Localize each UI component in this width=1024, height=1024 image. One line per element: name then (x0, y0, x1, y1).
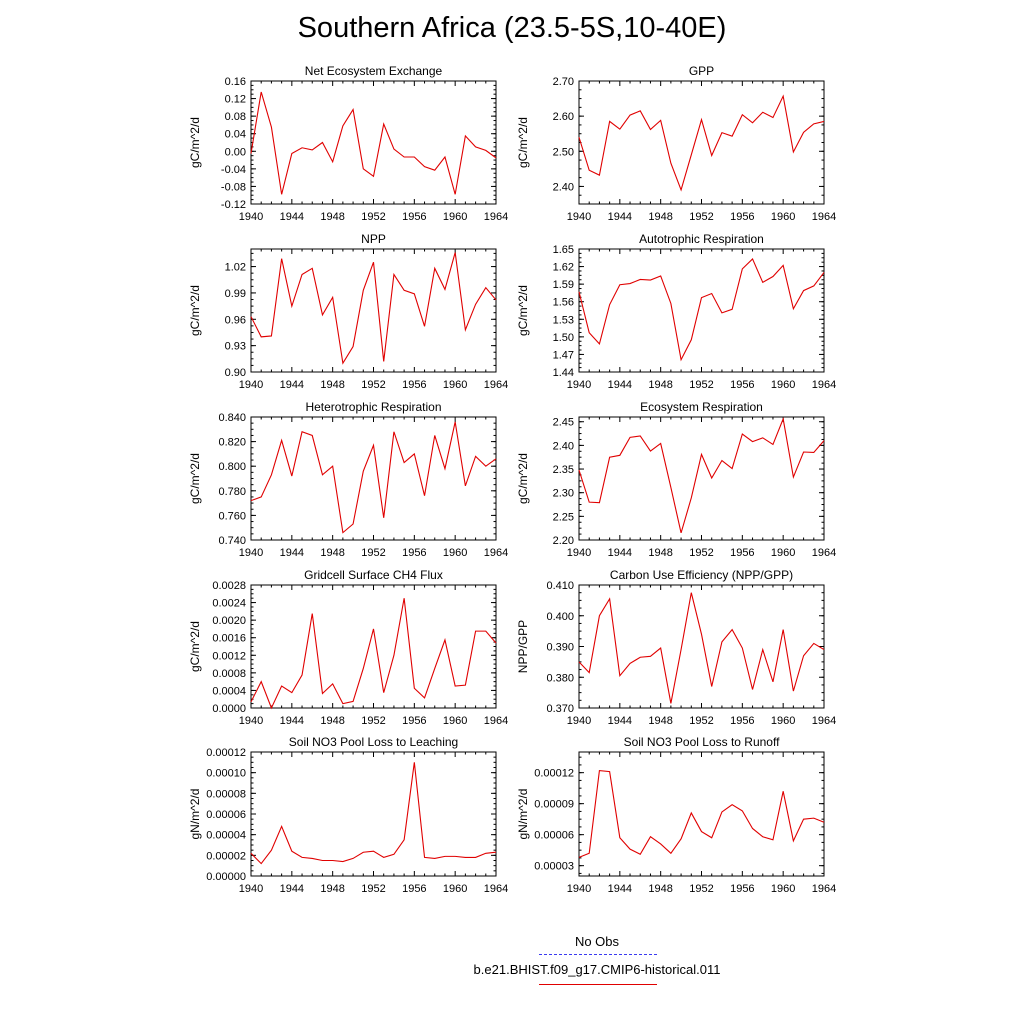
y-tick-label: 1.62 (552, 261, 574, 274)
y-tick-label: -0.12 (220, 199, 246, 211)
series-line (579, 419, 824, 533)
x-tick-label: 1944 (279, 211, 305, 223)
x-tick-label: 1944 (279, 883, 305, 895)
series-line (251, 92, 496, 194)
legend-label-no-obs: No Obs (574, 934, 620, 949)
y-tick-label: 1.47 (552, 349, 574, 362)
x-tick-label: 1960 (770, 379, 796, 391)
panel-title: Autotrophic Respiration (639, 232, 764, 246)
x-tick-label: 1964 (811, 211, 837, 223)
x-tick-label: 1944 (279, 379, 305, 391)
y-tick-label: 2.60 (552, 111, 574, 124)
panel-3 (188, 232, 508, 391)
x-tick-label: 1948 (320, 547, 345, 559)
x-tick-label: 1940 (238, 715, 264, 727)
panel-4 (516, 232, 836, 391)
y-tick-label: 2.50 (552, 146, 574, 159)
y-tick-label: 1.44 (552, 367, 574, 379)
panel-6 (516, 400, 836, 559)
panel-title: NPP (361, 232, 386, 246)
x-tick-label: 1944 (607, 883, 633, 895)
y-tick-label: 1.59 (552, 279, 574, 292)
x-tick-label: 1956 (730, 379, 755, 391)
y-tick-label: 0.820 (218, 436, 246, 449)
y-tick-label: 2.70 (552, 76, 574, 88)
panel-title: GPP (688, 64, 715, 78)
x-tick-label: 1940 (238, 547, 264, 559)
series-line (579, 593, 824, 704)
panel-5 (188, 400, 508, 559)
x-tick-label: 1948 (320, 379, 345, 391)
x-tick-label: 1940 (238, 379, 264, 391)
x-tick-label: 1944 (607, 715, 633, 727)
y-tick-label: 0.00004 (206, 829, 246, 842)
y-tick-label: 0.0028 (212, 580, 246, 592)
x-tick-label: 1964 (811, 883, 837, 895)
series-line (251, 598, 496, 708)
x-tick-label: 1960 (770, 211, 796, 223)
x-tick-label: 1964 (811, 715, 837, 727)
x-tick-label: 1964 (483, 715, 509, 727)
y-tick-label: 0.00010 (206, 767, 246, 780)
y-tick-label: 0.0000 (212, 703, 246, 715)
y-axis-label: gC/m^2/d (188, 621, 202, 672)
y-tick-label: 0.00006 (534, 829, 574, 842)
y-tick-label: 0.380 (546, 672, 574, 685)
x-tick-label: 1960 (770, 883, 796, 895)
y-tick-label: 0.00000 (206, 871, 246, 883)
y-tick-label: 2.20 (552, 535, 574, 547)
plot-frame (251, 81, 496, 204)
page-title: Southern Africa (23.5-5S,10-40E) (297, 12, 727, 44)
x-tick-label: 1952 (689, 883, 714, 895)
x-tick-label: 1960 (770, 547, 796, 559)
x-tick-label: 1948 (320, 883, 345, 895)
y-tick-label: 0.00003 (534, 860, 574, 873)
y-tick-label: -0.08 (220, 181, 246, 194)
y-tick-label: 0.370 (546, 703, 574, 715)
y-axis-label: gC/m^2/d (516, 453, 530, 504)
y-tick-label: 1.65 (552, 244, 574, 256)
x-tick-label: 1956 (402, 883, 427, 895)
x-tick-label: 1940 (566, 379, 592, 391)
x-tick-label: 1948 (648, 715, 673, 727)
x-tick-label: 1960 (442, 379, 468, 391)
y-axis-label: gC/m^2/d (188, 453, 202, 504)
plot-frame (579, 249, 824, 372)
x-tick-label: 1944 (607, 379, 633, 391)
plot-frame (251, 417, 496, 540)
x-tick-label: 1952 (361, 379, 386, 391)
y-tick-label: 2.40 (552, 181, 574, 194)
y-tick-label: 0.00 (224, 146, 246, 159)
x-tick-label: 1964 (811, 547, 837, 559)
y-tick-label: 0.0008 (212, 667, 246, 680)
y-tick-label: 0.0024 (212, 597, 246, 610)
x-tick-label: 1948 (320, 715, 345, 727)
y-tick-label: 2.25 (552, 511, 574, 524)
y-tick-label: 0.00012 (534, 767, 574, 780)
y-tick-label: 0.0004 (212, 685, 246, 698)
y-tick-label: -0.04 (220, 163, 246, 176)
y-axis-label: NPP/GPP (516, 619, 530, 674)
panel-title: Gridcell Surface CH4 Flux (304, 568, 443, 582)
x-tick-label: 1956 (730, 547, 755, 559)
series-line (579, 771, 824, 858)
x-tick-label: 1964 (811, 379, 837, 391)
y-axis-label: gC/m^2/d (188, 117, 202, 168)
x-tick-label: 1944 (279, 547, 305, 559)
y-axis-label: gN/m^2/d (188, 788, 202, 840)
x-tick-label: 1948 (648, 211, 673, 223)
x-tick-label: 1952 (689, 715, 714, 727)
y-tick-label: 2.35 (552, 464, 574, 477)
y-axis-label: gC/m^2/d (188, 285, 202, 336)
panel-8 (516, 568, 836, 727)
x-tick-label: 1940 (566, 547, 592, 559)
plot-frame (251, 752, 496, 876)
panel-title: Net Ecosystem Exchange (304, 64, 443, 78)
y-tick-label: 0.0016 (212, 632, 246, 645)
y-tick-label: 0.00008 (206, 788, 246, 801)
x-tick-label: 1940 (238, 883, 264, 895)
x-tick-label: 1952 (689, 211, 714, 223)
panel-7 (188, 568, 508, 727)
x-tick-label: 1964 (483, 211, 509, 223)
x-tick-label: 1952 (361, 211, 386, 223)
plot-frame (579, 81, 824, 204)
y-tick-label: 0.90 (224, 367, 246, 379)
legend-line-model (539, 984, 657, 985)
y-tick-label: 0.760 (218, 510, 246, 523)
x-tick-label: 1952 (361, 883, 386, 895)
series-line (251, 422, 496, 533)
x-tick-label: 1960 (442, 715, 468, 727)
x-tick-label: 1948 (320, 211, 345, 223)
x-tick-label: 1956 (730, 715, 755, 727)
x-tick-label: 1956 (402, 547, 427, 559)
legend-label-model: b.e21.BHIST.f09_g17.CMIP6-historical.011 (473, 962, 721, 977)
y-tick-label: 1.56 (552, 296, 574, 309)
y-tick-label: 0.00006 (206, 809, 246, 821)
x-tick-label: 1956 (402, 715, 427, 727)
y-tick-label: 0.740 (218, 535, 246, 547)
y-tick-label: 0.12 (224, 93, 246, 106)
y-tick-label: 2.30 (552, 487, 574, 500)
x-tick-label: 1960 (770, 715, 796, 727)
panel-title: Soil NO3 Pool Loss to Runoff (623, 735, 780, 749)
panel-title: Heterotrophic Respiration (305, 400, 442, 414)
x-tick-label: 1944 (607, 211, 633, 223)
y-tick-label: 0.00009 (534, 798, 574, 811)
y-tick-label: 0.390 (546, 641, 574, 654)
y-tick-label: 0.00012 (206, 747, 246, 759)
y-tick-label: 0.800 (218, 461, 246, 474)
plot-frame (579, 417, 824, 540)
x-tick-label: 1960 (442, 883, 468, 895)
series-line (579, 96, 824, 190)
x-tick-label: 1956 (730, 883, 755, 895)
series-line (251, 253, 496, 364)
panel-title: Carbon Use Efficiency (NPP/GPP) (609, 568, 794, 582)
y-tick-label: 0.840 (218, 412, 246, 424)
x-tick-label: 1940 (566, 715, 592, 727)
y-tick-label: 0.99 (224, 287, 246, 300)
x-tick-label: 1956 (402, 211, 427, 223)
y-tick-label: 0.0012 (212, 650, 246, 663)
x-tick-label: 1964 (483, 379, 509, 391)
x-tick-label: 1956 (402, 379, 427, 391)
x-tick-label: 1940 (566, 211, 592, 223)
y-tick-label: 0.96 (224, 314, 246, 327)
series-line (251, 762, 496, 863)
panel-10 (516, 735, 836, 895)
y-tick-label: 1.53 (552, 314, 574, 327)
y-tick-label: 0.00002 (206, 850, 246, 863)
y-tick-label: 0.93 (224, 340, 246, 353)
x-tick-label: 1944 (607, 547, 633, 559)
x-tick-label: 1960 (442, 211, 468, 223)
panel-1 (188, 64, 508, 223)
x-tick-label: 1964 (483, 883, 509, 895)
x-tick-label: 1952 (689, 547, 714, 559)
y-tick-label: 0.410 (546, 580, 574, 592)
x-tick-label: 1948 (648, 883, 673, 895)
y-tick-label: 0.780 (218, 485, 246, 498)
x-tick-label: 1952 (361, 547, 386, 559)
x-tick-label: 1940 (566, 883, 592, 895)
x-tick-label: 1940 (238, 211, 264, 223)
y-tick-label: 0.400 (546, 610, 574, 623)
y-tick-label: 1.02 (224, 261, 246, 274)
x-tick-label: 1952 (689, 379, 714, 391)
panel-title: Soil NO3 Pool Loss to Leaching (288, 735, 459, 749)
series-line (579, 259, 824, 360)
y-axis-label: gC/m^2/d (516, 285, 530, 336)
x-tick-label: 1944 (279, 715, 305, 727)
x-tick-label: 1948 (648, 547, 673, 559)
y-tick-label: 0.16 (224, 76, 246, 88)
panel-9 (188, 735, 508, 895)
y-axis-label: gC/m^2/d (516, 117, 530, 168)
legend-line-no-obs (539, 954, 657, 955)
y-tick-label: 0.0020 (212, 615, 246, 628)
panel-title: Ecosystem Respiration (640, 400, 763, 414)
y-tick-label: 1.50 (552, 331, 574, 344)
y-tick-label: 0.04 (224, 128, 246, 141)
panel-2 (516, 64, 836, 223)
x-tick-label: 1964 (483, 547, 509, 559)
y-tick-label: 2.40 (552, 440, 574, 453)
x-tick-label: 1956 (730, 211, 755, 223)
x-tick-label: 1952 (361, 715, 386, 727)
y-tick-label: 2.45 (552, 416, 574, 429)
x-tick-label: 1960 (442, 547, 468, 559)
y-tick-label: 0.08 (224, 111, 246, 124)
x-tick-label: 1948 (648, 379, 673, 391)
y-axis-label: gN/m^2/d (516, 788, 530, 840)
